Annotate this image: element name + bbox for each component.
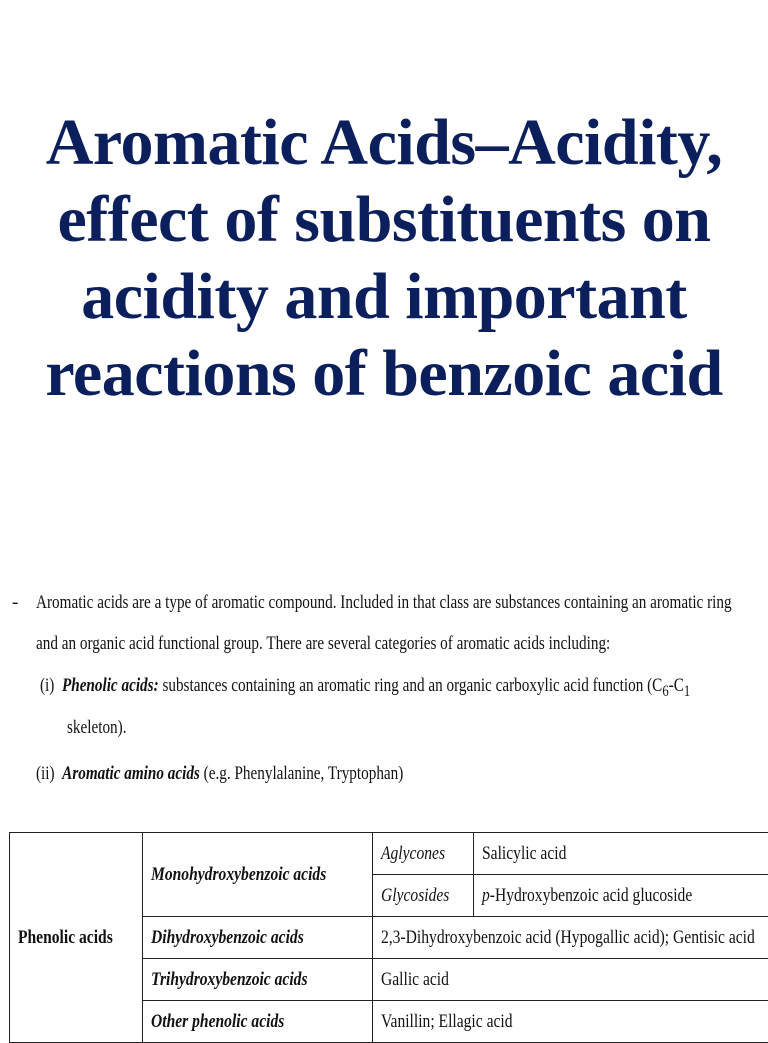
intro-line-1: Aromatic acids are a type of aromatic compound. Included in that class are substances containing an aromatic ring: [36, 592, 732, 614]
title-line-1: Aromatic Acids–Acidity,: [0, 104, 768, 181]
di-value: 2,3-Dihydroxybenzoic acid (Hypogallic acid); Gentisic acid: [373, 917, 768, 959]
glycosides-cell: Glycosides: [373, 875, 473, 917]
tri-cell: Trihydroxybenzoic acids: [142, 959, 373, 1001]
item-1-text: substances containing an aromatic ring and an organic carboxylic acid function (C: [159, 675, 663, 696]
title-line-3: acidity and important: [0, 258, 768, 335]
item-2-term: Aromatic amino acids: [62, 763, 200, 784]
category-cell: Phenolic acids: [10, 833, 143, 1043]
glycosides-value: p-Hydroxybenzoic acid glucoside: [473, 875, 768, 917]
item-1-number: (i): [40, 675, 54, 696]
item-1-subscript-1: 1: [684, 683, 690, 700]
mono-cell: Monohydroxybenzoic acids: [142, 833, 373, 917]
item-1-subscript-6: 6: [662, 683, 668, 700]
item-1-dash: -C: [669, 675, 684, 696]
item-2: [36, 763, 403, 785]
intro-line-2: and an organic acid functional group. There are several categories of aromatic acids including:: [36, 633, 610, 655]
title-line-2: effect of substituents on: [0, 181, 768, 258]
other-value: Vanillin; Ellagic acid: [373, 1001, 768, 1043]
phenolic-acids-table: [9, 832, 768, 1043]
item-1-term: Phenolic acids:: [62, 675, 159, 696]
other-cell: Other phenolic acids: [142, 1001, 373, 1043]
aglycones-cell: Aglycones: [373, 833, 473, 875]
item-1-continuation: skeleton).: [67, 717, 127, 739]
table-row: [10, 833, 768, 875]
item-2-number: (ii): [36, 763, 55, 784]
aglycones-value: Salicylic acid: [473, 833, 768, 875]
title-line-4: reactions of benzoic acid: [0, 335, 768, 412]
di-cell: Dihydroxybenzoic acids: [142, 917, 373, 959]
page-title: [0, 104, 768, 412]
tri-value: Gallic acid: [373, 959, 768, 1001]
bullet-dash: -: [12, 592, 18, 614]
item-2-text: (e.g. Phenylalanine, Tryptophan): [200, 763, 403, 784]
item-1: [40, 675, 690, 701]
